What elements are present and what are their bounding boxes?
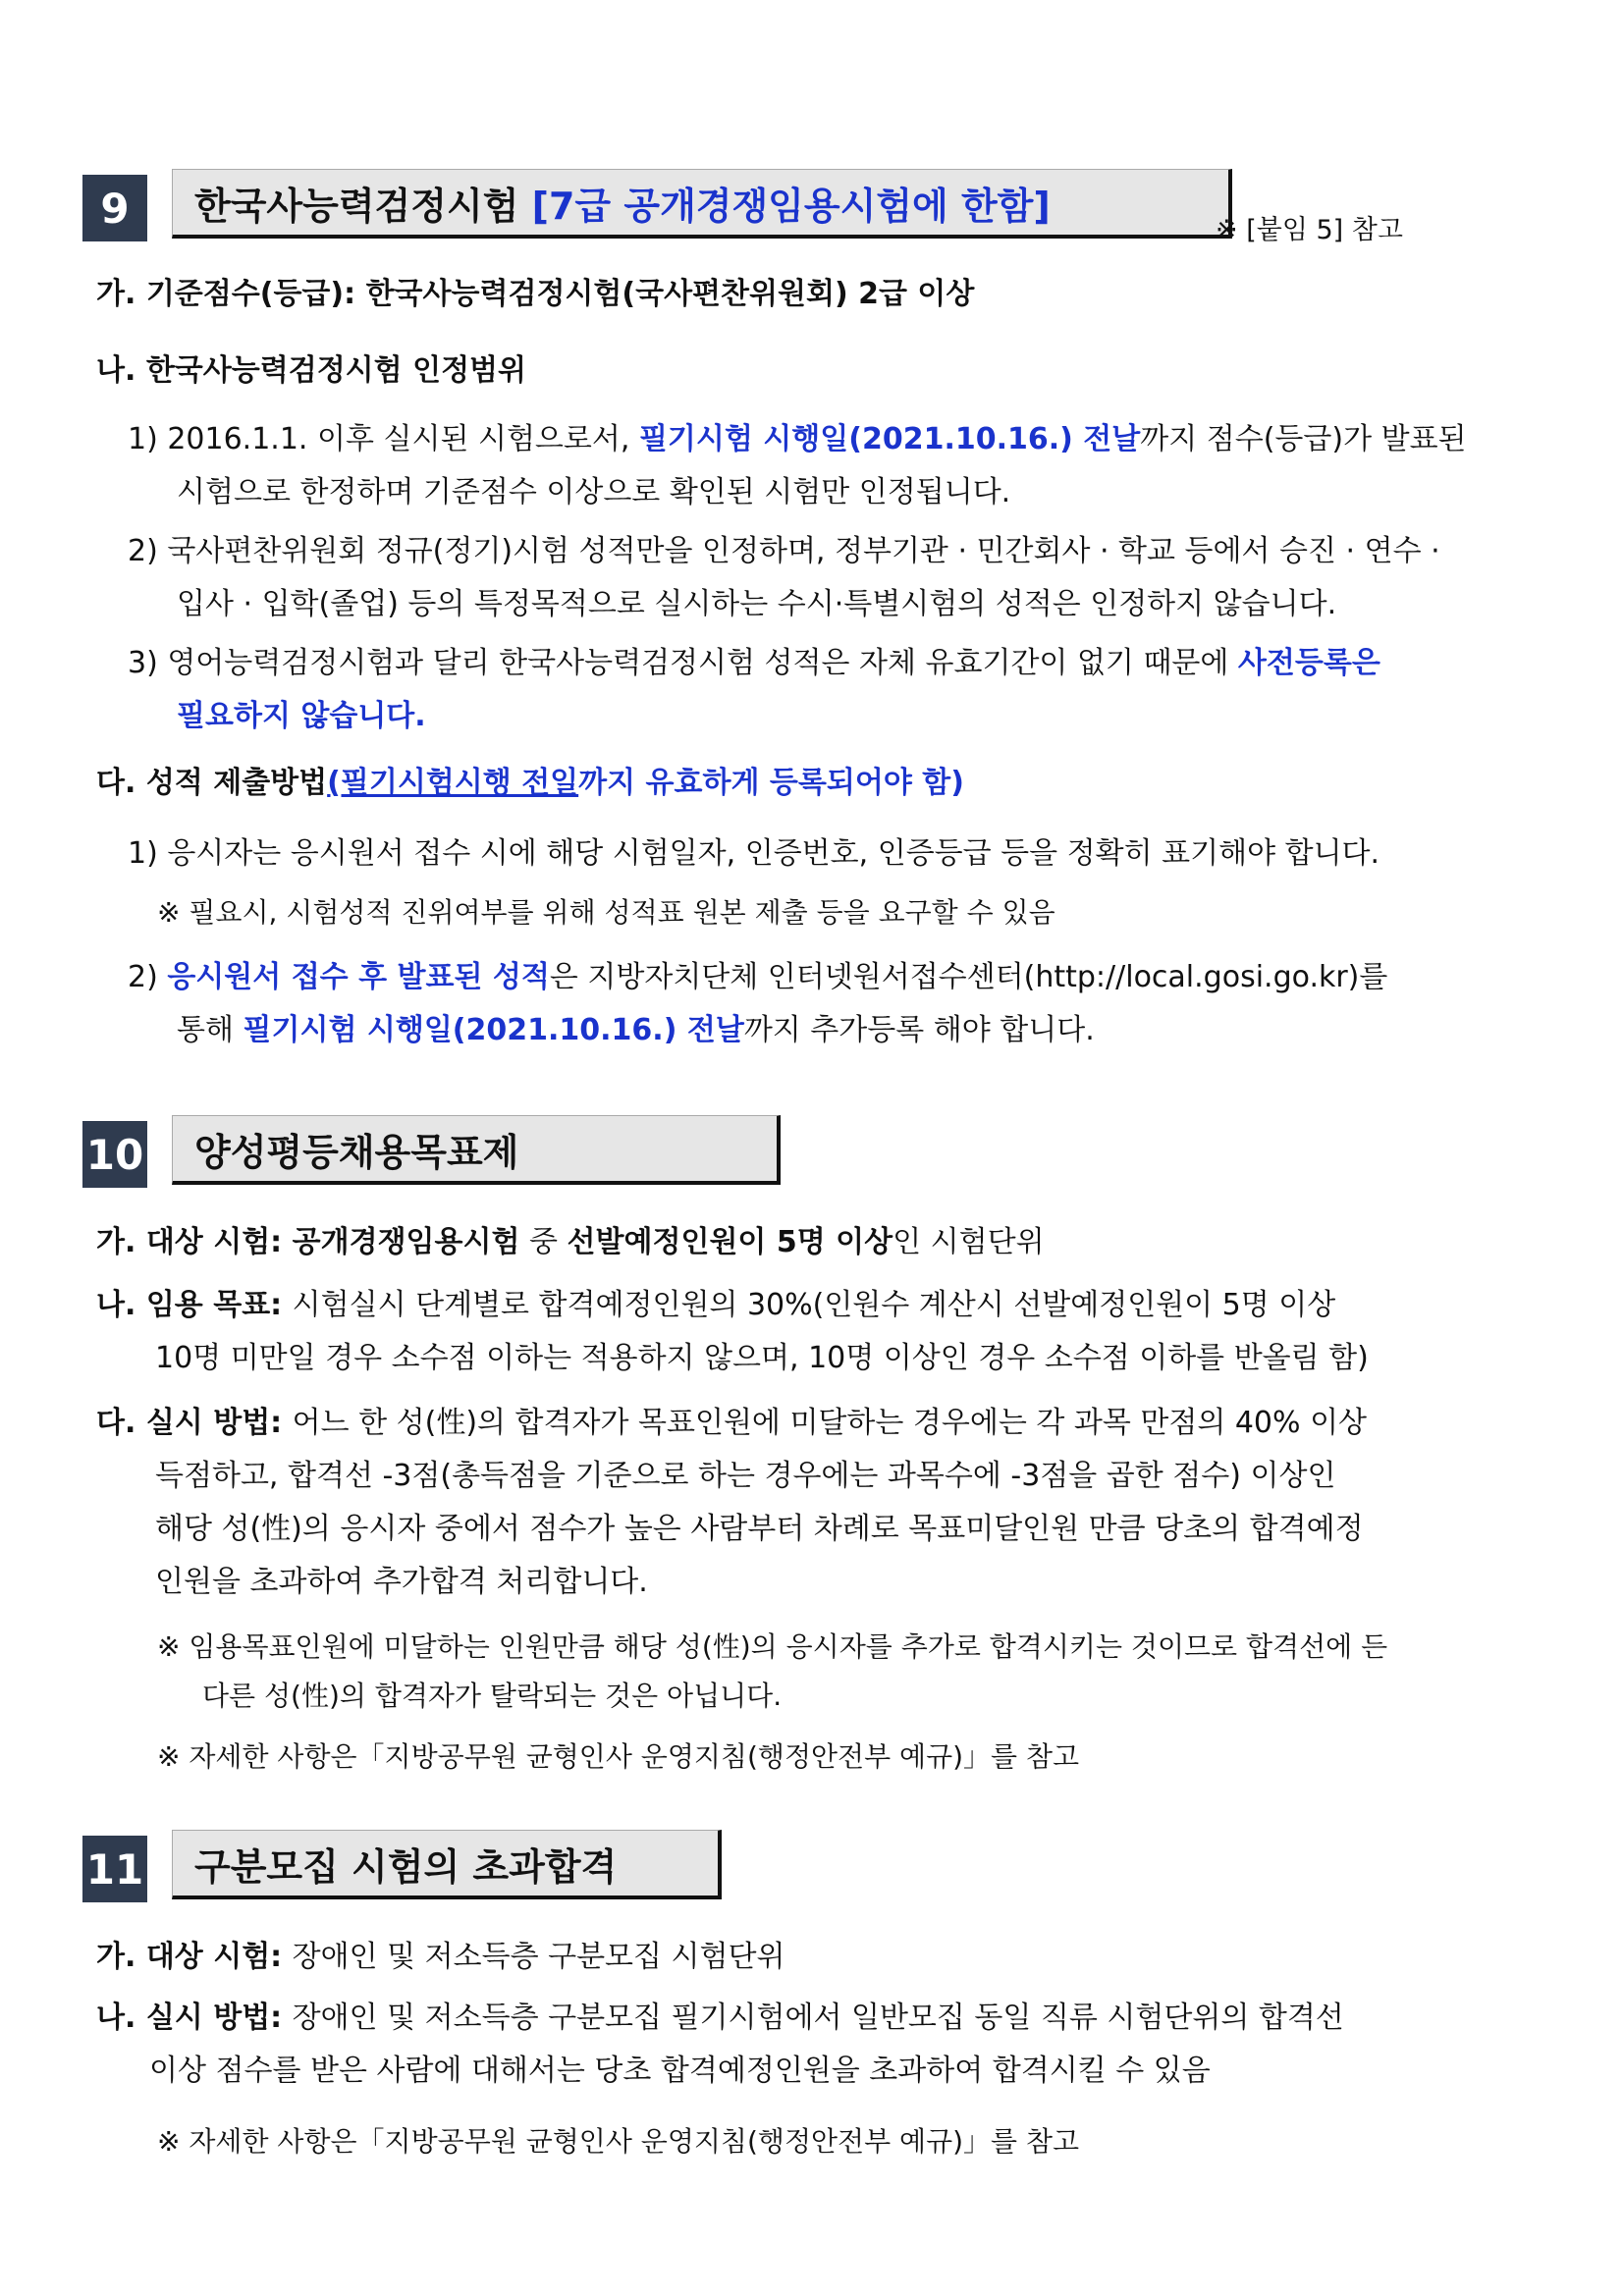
s10-item-c-cont2: 해당 성(性)의 응시자 중에서 점수가 높은 사람부터 차례로 목표미달인원 만큼 당초의 합격예정 <box>155 1512 1364 1546</box>
appendix-reference: ※ [붙임 5] 참고 <box>1216 215 1403 245</box>
s11-note-1: ※ 자세한 사항은「지방공무원 균형인사 운영지침(행정안전부 예규)」를 참고 <box>157 2125 1080 2158</box>
s10-note-1-cont: 다른 성(性)의 합격자가 탈락되는 것은 아닙니다. <box>202 1680 783 1712</box>
s9-item-b3-cont: 필요하지 않습니다. <box>177 699 426 733</box>
section-number-badge: 11 <box>82 1836 147 1902</box>
s9-item-a: 가. 기준점수(등급): 한국사능력검정시험(국사편찬위원회) 2급 이상 <box>96 277 975 311</box>
highlight-underlined: (필기시험시행 전일 <box>327 766 579 800</box>
s11-item-b-cont: 이상 점수를 받은 사람에 대해서는 당초 합격예정인원을 초과하여 합격시킬 수 있음 <box>149 2054 1211 2088</box>
section-number-badge: 10 <box>82 1121 147 1188</box>
s10-item-c-cont1: 득점하고, 합격선 -3점(총득점을 기준으로 하는 경우에는 과목수에 -3점을 곱한 점수) 이상인 <box>155 1459 1336 1493</box>
s9-item-b: 나. 한국사능력검정시험 인정범위 <box>96 353 527 388</box>
s10-item-c-cont3: 인원을 초과하여 추가합격 처리합니다. <box>155 1565 648 1599</box>
section-title-main: 한국사능력검정시험 <box>194 184 519 228</box>
highlight-text: 사전등록은 <box>1237 646 1380 680</box>
s9-item-b3: 3) 영어능력검정시험과 달리 한국사능력검정시험 성적은 자체 유효기간이 없기 때문에 사전등록은 <box>128 646 1380 680</box>
section-title <box>172 169 1232 239</box>
section-title: 양성평등채용목표제 <box>172 1115 781 1185</box>
section-title: 구분모집 시험의 초과합격 <box>172 1830 722 1899</box>
s11-item-a: 가. 대상 시험: 장애인 및 저소득층 구분모집 시험단위 <box>96 1940 785 1974</box>
s9-item-c2: 2) 응시원서 접수 후 발표된 성적은 지방자치단체 인터넷원서접수센터(http://local.gosi.go.kr)를 <box>128 960 1388 994</box>
s10-note-1: ※ 임용목표인원에 미달하는 인원만큼 해당 성(性)의 응시자를 추가로 합격시키는 것이므로 합격선에 든 <box>157 1630 1388 1663</box>
s9-item-b1-cont: 시험으로 한정하며 기준점수 이상으로 확인된 시험만 인정됩니다. <box>177 475 1011 509</box>
s9-item-b2: 2) 국사편찬위원회 정규(정기)시험 성적만을 인정하며, 정부기관 · 민간회사 · 학교 등에서 승진 · 연수 · <box>128 534 1440 568</box>
section-number-badge: 9 <box>82 175 147 241</box>
s10-item-a: 가. 대상 시험: 공개경쟁임용시험 중 선발예정인원이 5명 이상인 시험단위 <box>96 1225 1045 1259</box>
highlight-text: 응시원서 접수 후 발표된 성적 <box>167 960 550 994</box>
s9-item-b1: 1) 2016.1.1. 이후 실시된 시험으로서, 필기시험 시행일(2021.10.16.) 전날까지 점수(등급)가 발표된 <box>128 422 1467 456</box>
s10-item-b-cont: 10명 미만일 경우 소수점 이하는 적용하지 않으며, 10명 이상인 경우 소수점 이하를 반올림 함) <box>155 1341 1369 1375</box>
s11-item-b: 나. 실시 방법: 장애인 및 저소득층 구분모집 필기시험에서 일반모집 동일 직류 시험단위의 합격선 <box>96 2001 1344 2035</box>
s9-item-c: 다. 성적 제출방법(필기시험시행 전일까지 유효하게 등록되어야 함) <box>96 766 964 800</box>
s9-item-c2-cont: 통해 필기시험 시행일(2021.10.16.) 전날까지 추가등록 해야 합니다. <box>177 1013 1095 1047</box>
s9-item-c1-note: ※ 필요시, 시험성적 진위여부를 위해 성적표 원본 제출 등을 요구할 수 있음 <box>157 896 1055 929</box>
highlight-text: 필기시험 시행일(2021.10.16.) 전날 <box>638 422 1141 456</box>
s10-note-2: ※ 자세한 사항은「지방공무원 균형인사 운영지침(행정안전부 예규)」를 참고 <box>157 1740 1080 1773</box>
section-title-note: [7급 공개경쟁임용시험에 한함] <box>531 184 1051 228</box>
s10-item-c: 다. 실시 방법: 어느 한 성(性)의 합격자가 목표인원에 미달하는 경우에는 각 과목 만점의 40% 이상 <box>96 1406 1368 1440</box>
s9-item-b2-cont: 입사 · 입학(졸업) 등의 특정목적으로 실시하는 수시·특별시험의 성적은 인정하지 않습니다. <box>177 587 1337 621</box>
s9-item-c1: 1) 응시자는 응시원서 접수 시에 해당 시험일자, 인증번호, 인증등급 등을 정확히 표기해야 합니다. <box>128 836 1380 871</box>
s10-item-b: 나. 임용 목표: 시험실시 단계별로 합격예정인원의 30%(인원수 계산시 선발예정인원이 5명 이상 <box>96 1288 1336 1322</box>
highlight-text: 필기시험 시행일(2021.10.16.) 전날 <box>243 1013 744 1047</box>
